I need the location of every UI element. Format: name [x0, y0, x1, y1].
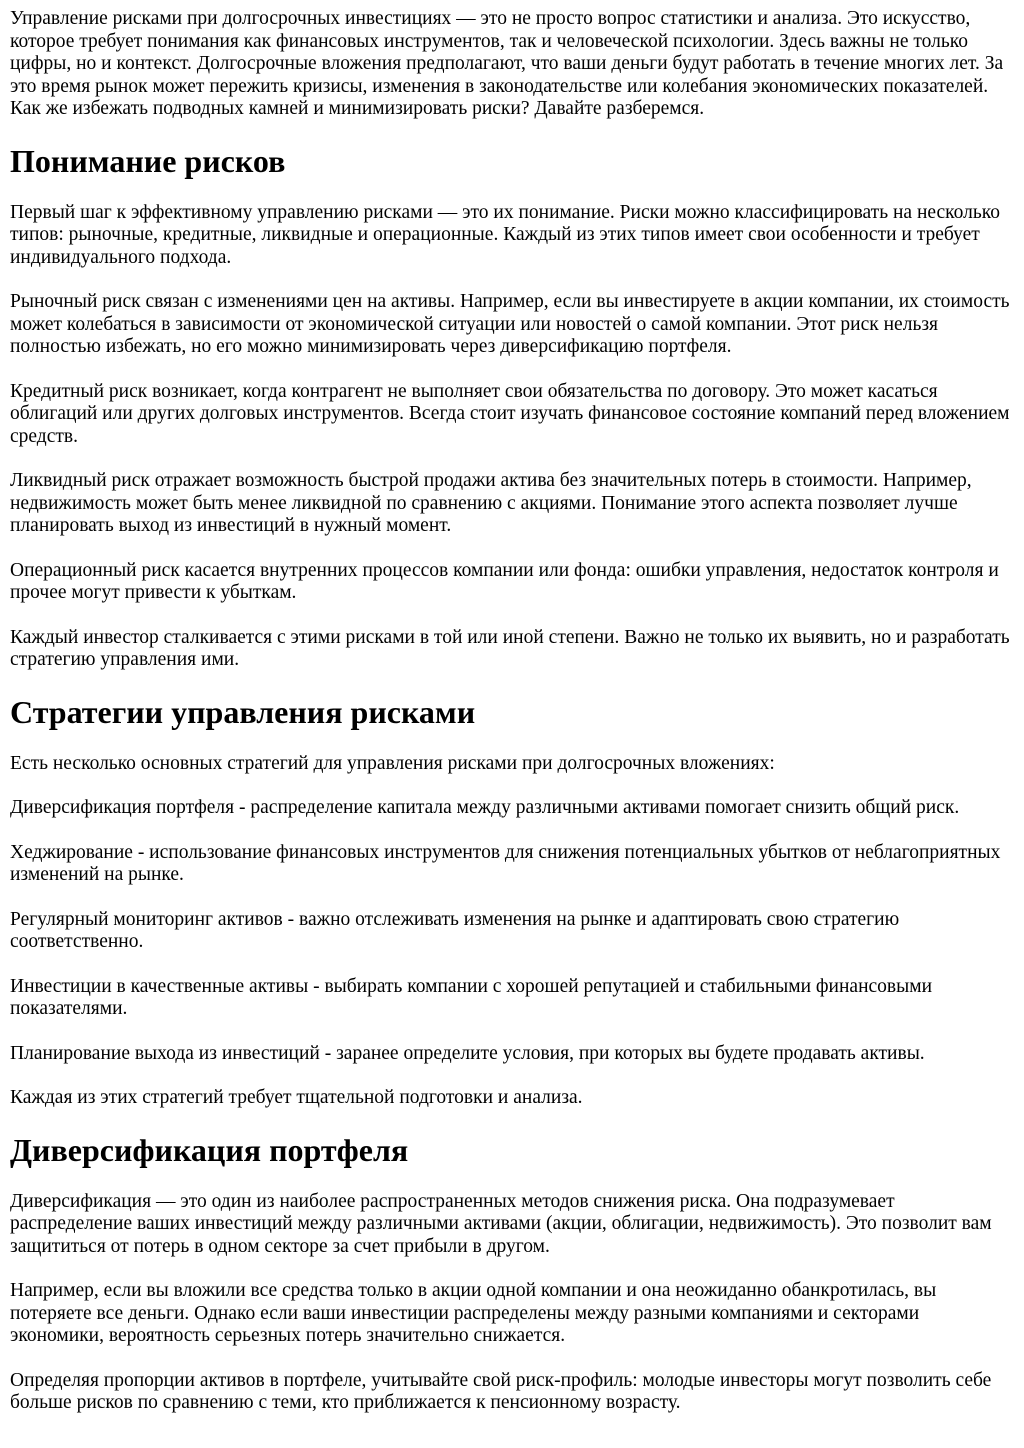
paragraph-operational-risk: Операционный риск касается внутренних процессов компании или фонда: ошибки управления, недостаток контроля и прочее могут привести к убыткам. — [10, 559, 999, 603]
section-heading-understanding-risks: Понимание рисков — [10, 142, 286, 179]
paragraph-strategy-monitoring: Регулярный мониторинг активов - важно отслеживать изменения на рынке и адаптировать свою стратегию соответственно. — [10, 908, 900, 952]
paragraph-strategy-hedging: Хеджирование - использование финансовых инструментов для снижения потенциальных убытков от неблагоприятных изменений на рынке. — [10, 841, 1001, 885]
paragraph-credit-risk: Кредитный риск возникает, когда контрагент не выполняет свои обязательства по договору. Это может касаться облигаций или других долговых инструментов. Всегда стоит изучать финансовое состояние компаний перед вложением средств. — [10, 380, 1010, 447]
paragraph-market-risk: Рыночный риск связан с изменениями цен на активы. Например, если вы инвестируете в акции компании, их стоимость может колебаться в зависимости от экономической ситуации или новостей о самой компании. Этот риск нельзя полностью избежать, но его можно минимизировать через диверсификацию портфеля. — [10, 291, 1010, 357]
paragraph-strategies-summary: Каждая из этих стратегий требует тщательной подготовки и анализа. — [10, 1087, 583, 1108]
paragraph-liquidity-risk: Ликвидный риск отражает возможность быстрой продажи актива без значительных потерь в стоимости. Например, недвижимость может быть менее ликвидной по сравнению с акциями. Понимание этого аспекта позволяет лучше планировать выход из инвестиций в нужный момент. — [10, 470, 972, 536]
paragraph-strategy-quality-assets: Инвестиции в качественные активы - выбирать компании с хорошей репутацией и стабильными финансовыми показателями. — [10, 975, 933, 1019]
paragraph-investor-risks-summary: Каждый инвестор сталкивается с этими рисками в той или иной степени. Важно не только их выявить, но и разработать стратегию управления ими. — [10, 626, 1010, 670]
paragraph-strategy-diversification: Диверсификация портфеля - распределение капитала между различными активами помогает снизить общий риск. — [10, 797, 960, 818]
section-heading-portfolio-diversification: Диверсификация портфеля — [10, 1131, 409, 1168]
paragraph-diversification-example: Например, если вы вложили все средства только в акции одной компании и она неожиданно обанкротилась, вы потеряете все деньги. Однако если ваши инвестиции распределены между разными компаниями и секторами экономики, вероятность серьезных потерь значительно снижается. — [10, 1280, 937, 1346]
paragraph-risk-profile: Определяя пропорции активов в портфеле, учитывайте свой риск-профиль: молодые инвесторы могут позволить себе больше рисков по сравнению с теми, кто приближается к пенсионному возрасту. — [10, 1369, 992, 1413]
intro-paragraph: Управление рисками при долгосрочных инвестициях — это не просто вопрос статистики и анализа. Это искусство, которое требует понимания как финансовых инструментов, так и человеческой психологии. Здесь важны не только цифры, но и контекст. Долгосрочные вложения предполагают, что ваши деньги будут работать в течение многих лет. За это время рынок может пережить кризисы, изменения в законодательстве или колебания экономических показателей. Как же избежать подводных камней и минимизировать риски? Давайте разберемся. — [10, 8, 1004, 119]
paragraph-risk-types: Первый шаг к эффективному управлению рисками — это их понимание. Риски можно классифицировать на несколько типов: рыночные, кредитные, ликвидные и операционные. Каждый из этих типов имеет свои особенности и требует индивидуального подхода. — [10, 201, 1001, 268]
section-heading-risk-strategies: Стратегии управления рисками — [10, 693, 476, 730]
paragraph-strategies-intro: Есть несколько основных стратегий для управления рисками при долгосрочных вложениях: — [10, 752, 775, 774]
risk-management-article — [10, 8, 1014, 1415]
paragraph-strategy-exit-planning: Планирование выхода из инвестиций - заранее определите условия, при которых вы будете продавать активы. — [10, 1042, 925, 1064]
paragraph-diversification-definition: Диверсификация — это один из наиболее распространенных методов снижения риска. Она подразумевает распределение ваших инвестиций между различными активами (акции, облигации, недвижимость). Это позволит вам защититься от потерь в одном секторе за счет прибыли в другом. — [10, 1190, 992, 1257]
